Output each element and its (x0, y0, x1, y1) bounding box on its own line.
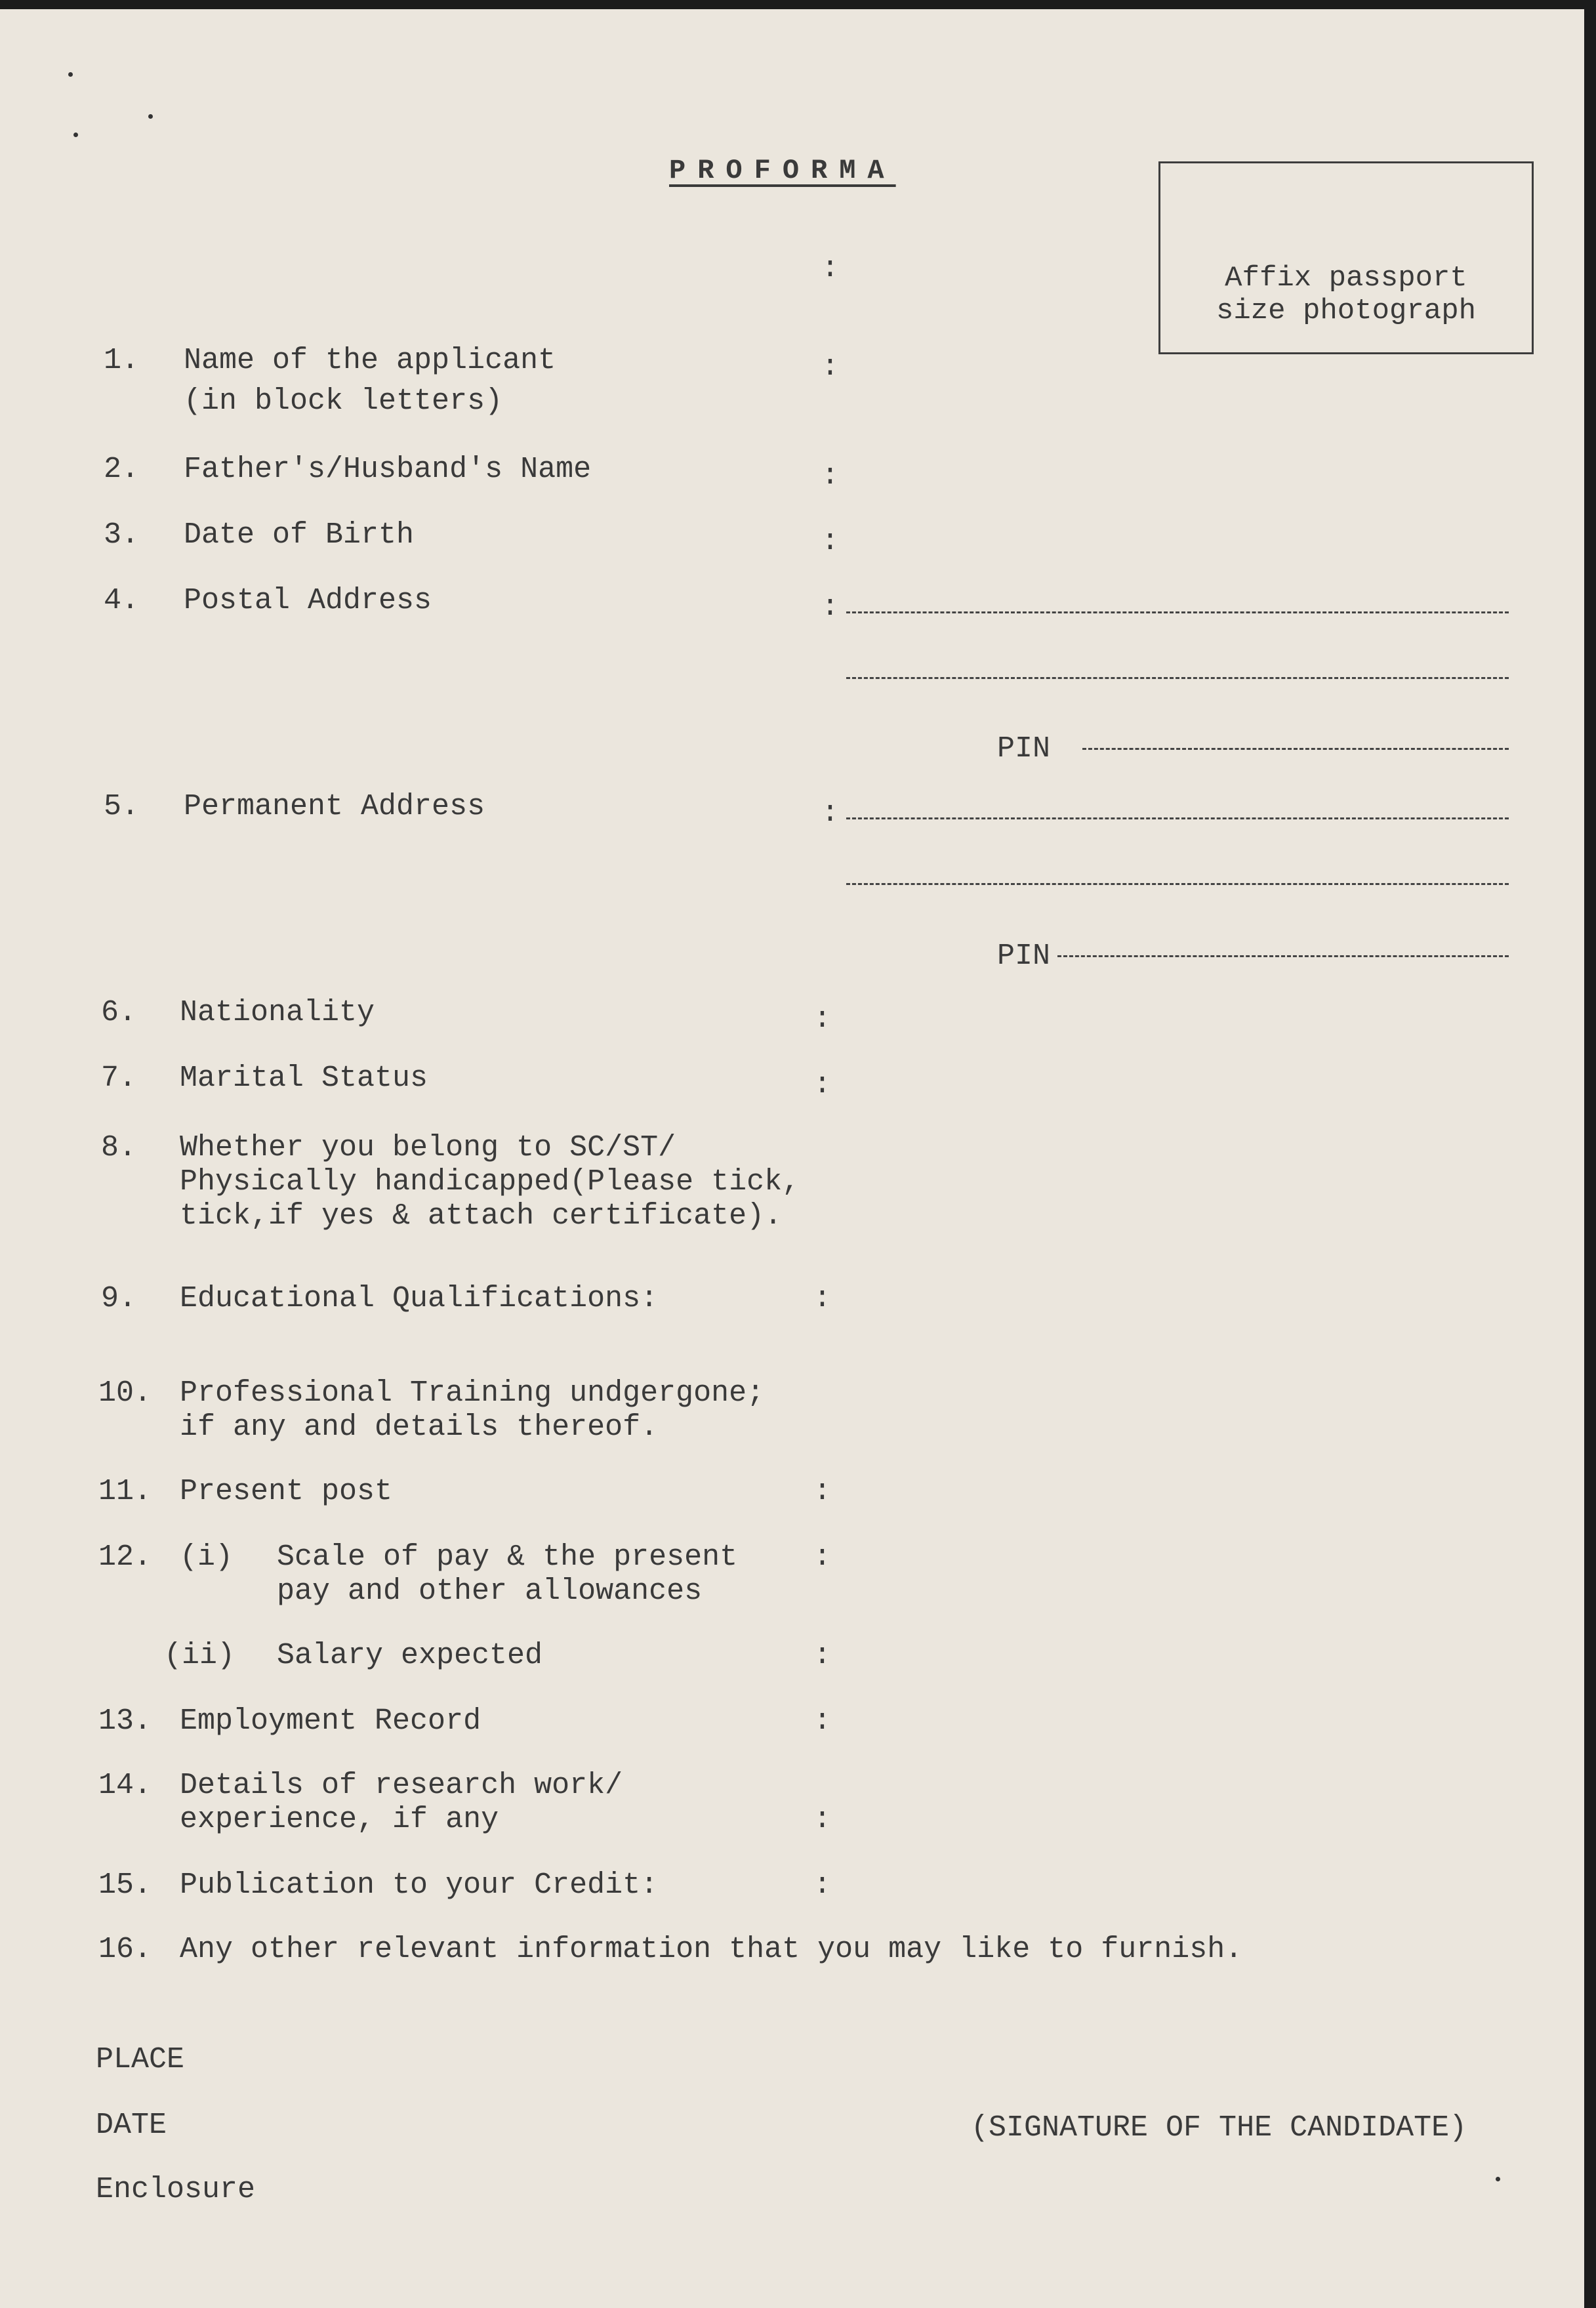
item-number: 3. (104, 518, 140, 552)
postal-address-line-1[interactable] (846, 611, 1509, 613)
proforma-page (0, 9, 1584, 2308)
item-number: 7. (101, 1061, 137, 1095)
sub-item-number: (ii) (164, 1639, 235, 1672)
ink-mark (68, 72, 73, 77)
item-number: 10. (98, 1376, 152, 1410)
item-number: 13. (98, 1704, 152, 1738)
item-number: 5. (104, 790, 140, 823)
permanent-pin-label: PIN (997, 939, 1051, 973)
field-label-category: Whether you belong to SC/ST/ (180, 1131, 676, 1164)
postal-address-line-2[interactable] (846, 677, 1509, 679)
item-number: 11. (98, 1475, 152, 1508)
colon: : (821, 590, 840, 624)
item-number: 9. (101, 1282, 137, 1315)
field-label-scale-of-pay-line2: pay and other allowances (277, 1575, 703, 1608)
photo-box-line2: size photograph (1216, 295, 1477, 327)
field-label-research: Details of research work/ (180, 1769, 623, 1802)
colon: : (813, 1639, 832, 1672)
item-number: 8. (101, 1131, 137, 1164)
item-number: 14. (98, 1769, 152, 1802)
colon: : (821, 350, 840, 384)
colon: : (813, 1068, 832, 1102)
date-label: DATE (96, 2109, 167, 2142)
field-label-present-post: Present post (180, 1475, 393, 1508)
item-number: 1. (104, 344, 140, 377)
field-label-name: Name of the applicant (184, 344, 556, 377)
field-label-education: Educational Qualifications: (180, 1282, 659, 1315)
ink-mark (148, 114, 153, 119)
ink-mark (1496, 2177, 1500, 2181)
postal-pin-label: PIN (997, 732, 1051, 766)
item-number: 12. (98, 1540, 152, 1574)
field-label-salary-expected: Salary expected (277, 1639, 543, 1672)
field-label-publications: Publication to your Credit: (180, 1868, 659, 1902)
field-label-permanent-address: Permanent Address (184, 790, 485, 823)
signature-label: (SIGNATURE OF THE CANDIDATE) (971, 2111, 1467, 2145)
colon: : (813, 1540, 832, 1574)
colon: : (821, 525, 840, 558)
field-label-category-line3: tick,if yes & attach certificate). (180, 1199, 783, 1233)
field-label-scale-of-pay: Scale of pay & the present (277, 1540, 738, 1574)
sub-item-number: (i) (180, 1540, 234, 1574)
field-label-category-line2: Physically handicapped(Please tick, (180, 1165, 800, 1199)
field-label-name-note: (in block letters) (184, 384, 503, 418)
permanent-address-line-1[interactable] (846, 817, 1509, 819)
enclosure-label: Enclosure (96, 2173, 256, 2206)
postal-pin-line[interactable] (1082, 748, 1509, 750)
field-label-father-name: Father's/Husband's Name (184, 453, 592, 486)
field-label-training: Professional Training undgergone; (180, 1376, 765, 1410)
field-label-training-line2: if any and details thereof. (180, 1411, 659, 1444)
colon: : (813, 1282, 832, 1315)
place-label: PLACE (96, 2043, 185, 2076)
colon: : (813, 1002, 832, 1036)
colon: : (813, 1704, 832, 1738)
colon: : (813, 1475, 832, 1508)
permanent-pin-line[interactable] (1057, 955, 1509, 957)
field-label-employment-record: Employment Record (180, 1704, 481, 1738)
colon: : (813, 1868, 832, 1902)
item-number: 16. (98, 1933, 152, 1966)
colon: : (821, 252, 840, 285)
item-number: 15. (98, 1868, 152, 1902)
field-label-marital-status: Marital Status (180, 1061, 428, 1095)
field-label-postal-address: Postal Address (184, 584, 432, 617)
photo-box (1158, 161, 1534, 354)
permanent-address-line-2[interactable] (846, 883, 1509, 885)
colon: : (821, 796, 840, 830)
field-label-other-info: Any other relevant information that you may like to furnish. (180, 1933, 1243, 1966)
item-number: 2. (104, 453, 140, 486)
field-label-nationality: Nationality (180, 996, 375, 1029)
colon: : (821, 459, 840, 493)
field-label-research-line2: experience, if any (180, 1803, 499, 1836)
item-number: 6. (101, 996, 137, 1029)
photo-box-line1: Affix passport (1225, 262, 1467, 295)
field-label-dob: Date of Birth (184, 518, 415, 552)
item-number: 4. (104, 584, 140, 617)
colon: : (813, 1803, 832, 1836)
page-title: PROFORMA (669, 155, 896, 186)
ink-mark (73, 133, 78, 137)
